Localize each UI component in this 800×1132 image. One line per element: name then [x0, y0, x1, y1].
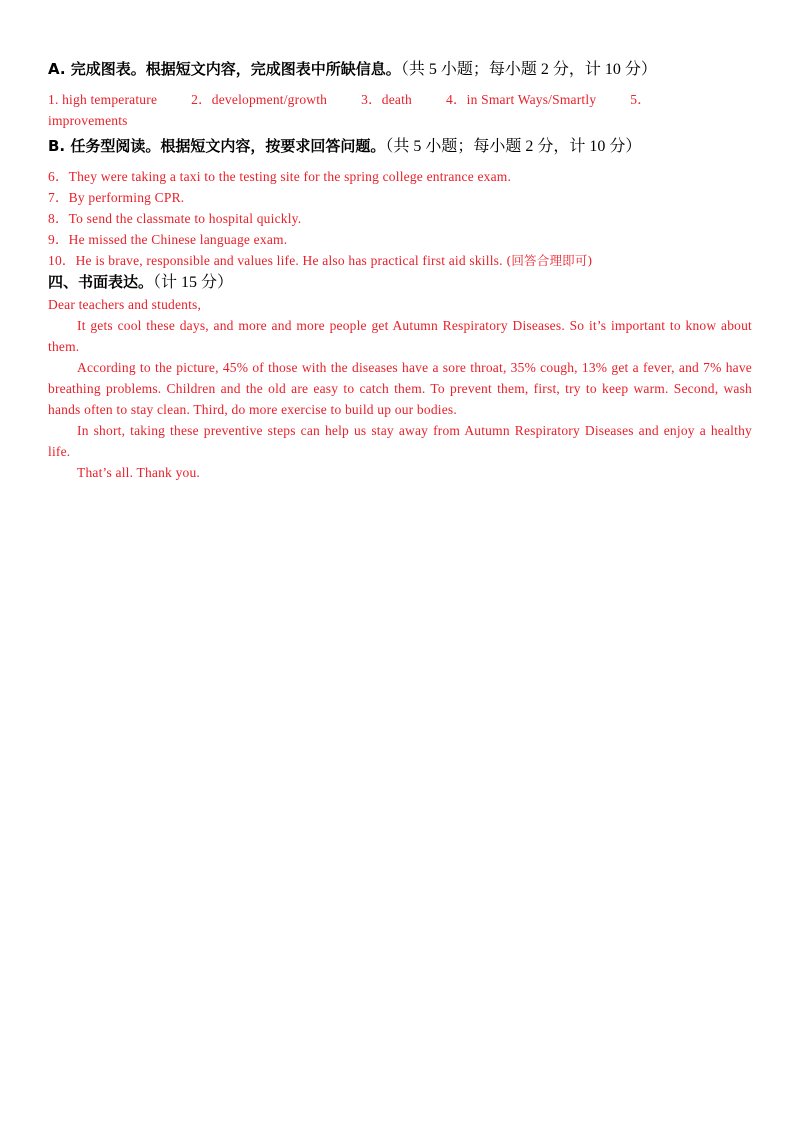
essay-paragraph-3: In short, taking these preventive steps can help us stay away from Autumn Respiratory Diseases and enjoy a healthy life. — [48, 423, 752, 459]
essay-paragraph-1: It gets cool these days, and more and more people get Autumn Respiratory Diseases. So it’s important to know about them. — [48, 318, 752, 354]
answer-4: 4．in Smart Ways/Smartly — [446, 92, 597, 107]
answer-10-text: 10．He is brave, responsible and values life. He also has practical first aid skills. — [48, 253, 503, 268]
section-b-answers — [48, 166, 752, 271]
section-b-title — [48, 133, 752, 160]
answer-8: 8．To send the classmate to hospital quickly. — [48, 211, 302, 226]
section-b-scoring: （共 5 小题；每小题 2 分，计 10 分） — [385, 138, 642, 155]
answer-1: 1. high temperature — [48, 92, 158, 107]
section-4-title — [48, 271, 752, 294]
answer-10 — [48, 250, 752, 271]
answer-10-note: (回答合理即可) — [506, 253, 593, 268]
answer-5-continued: improvements — [48, 113, 128, 128]
answer-2: 2．development/growth — [191, 92, 328, 107]
essay-greeting: Dear teachers and students, — [48, 297, 202, 312]
answer-3: 3．death — [361, 92, 413, 107]
answer-6: 6．They were taking a taxi to the testing site for the spring college entrance exam. — [48, 169, 512, 184]
section-4-heading: 四、书面表达。 — [48, 273, 154, 291]
essay — [48, 294, 752, 483]
section-a-heading: A. 完成图表。根据短文内容，完成图表中所缺信息。 — [48, 60, 401, 78]
answer-7: 7．By performing CPR. — [48, 190, 185, 205]
answer-5: 5． — [630, 92, 651, 107]
essay-closing: That’s all. Thank you. — [77, 465, 201, 480]
essay-paragraph-2: According to the picture, 45% of those with the diseases have a sore throat, 35% cough, 13% get a fever, and 7% have breathing problems. Children and the old are easy to catch them. To prevent them, first, try to keep warm. Second, wash hands often to stay clean. Third, do more exercise to build up our bodies. — [48, 360, 752, 417]
answer-9: 9．He missed the Chinese language exam. — [48, 232, 288, 247]
section-b-heading: B. 任务型阅读。根据短文内容，按要求回答问题。 — [48, 137, 386, 155]
document-page — [48, 56, 752, 483]
section-4-scoring: （计 15 分） — [153, 274, 234, 291]
section-a-title — [48, 56, 752, 83]
section-a-answers — [48, 89, 752, 131]
section-a-scoring: （共 5 小题；每小题 2 分，计 10 分） — [400, 61, 657, 78]
